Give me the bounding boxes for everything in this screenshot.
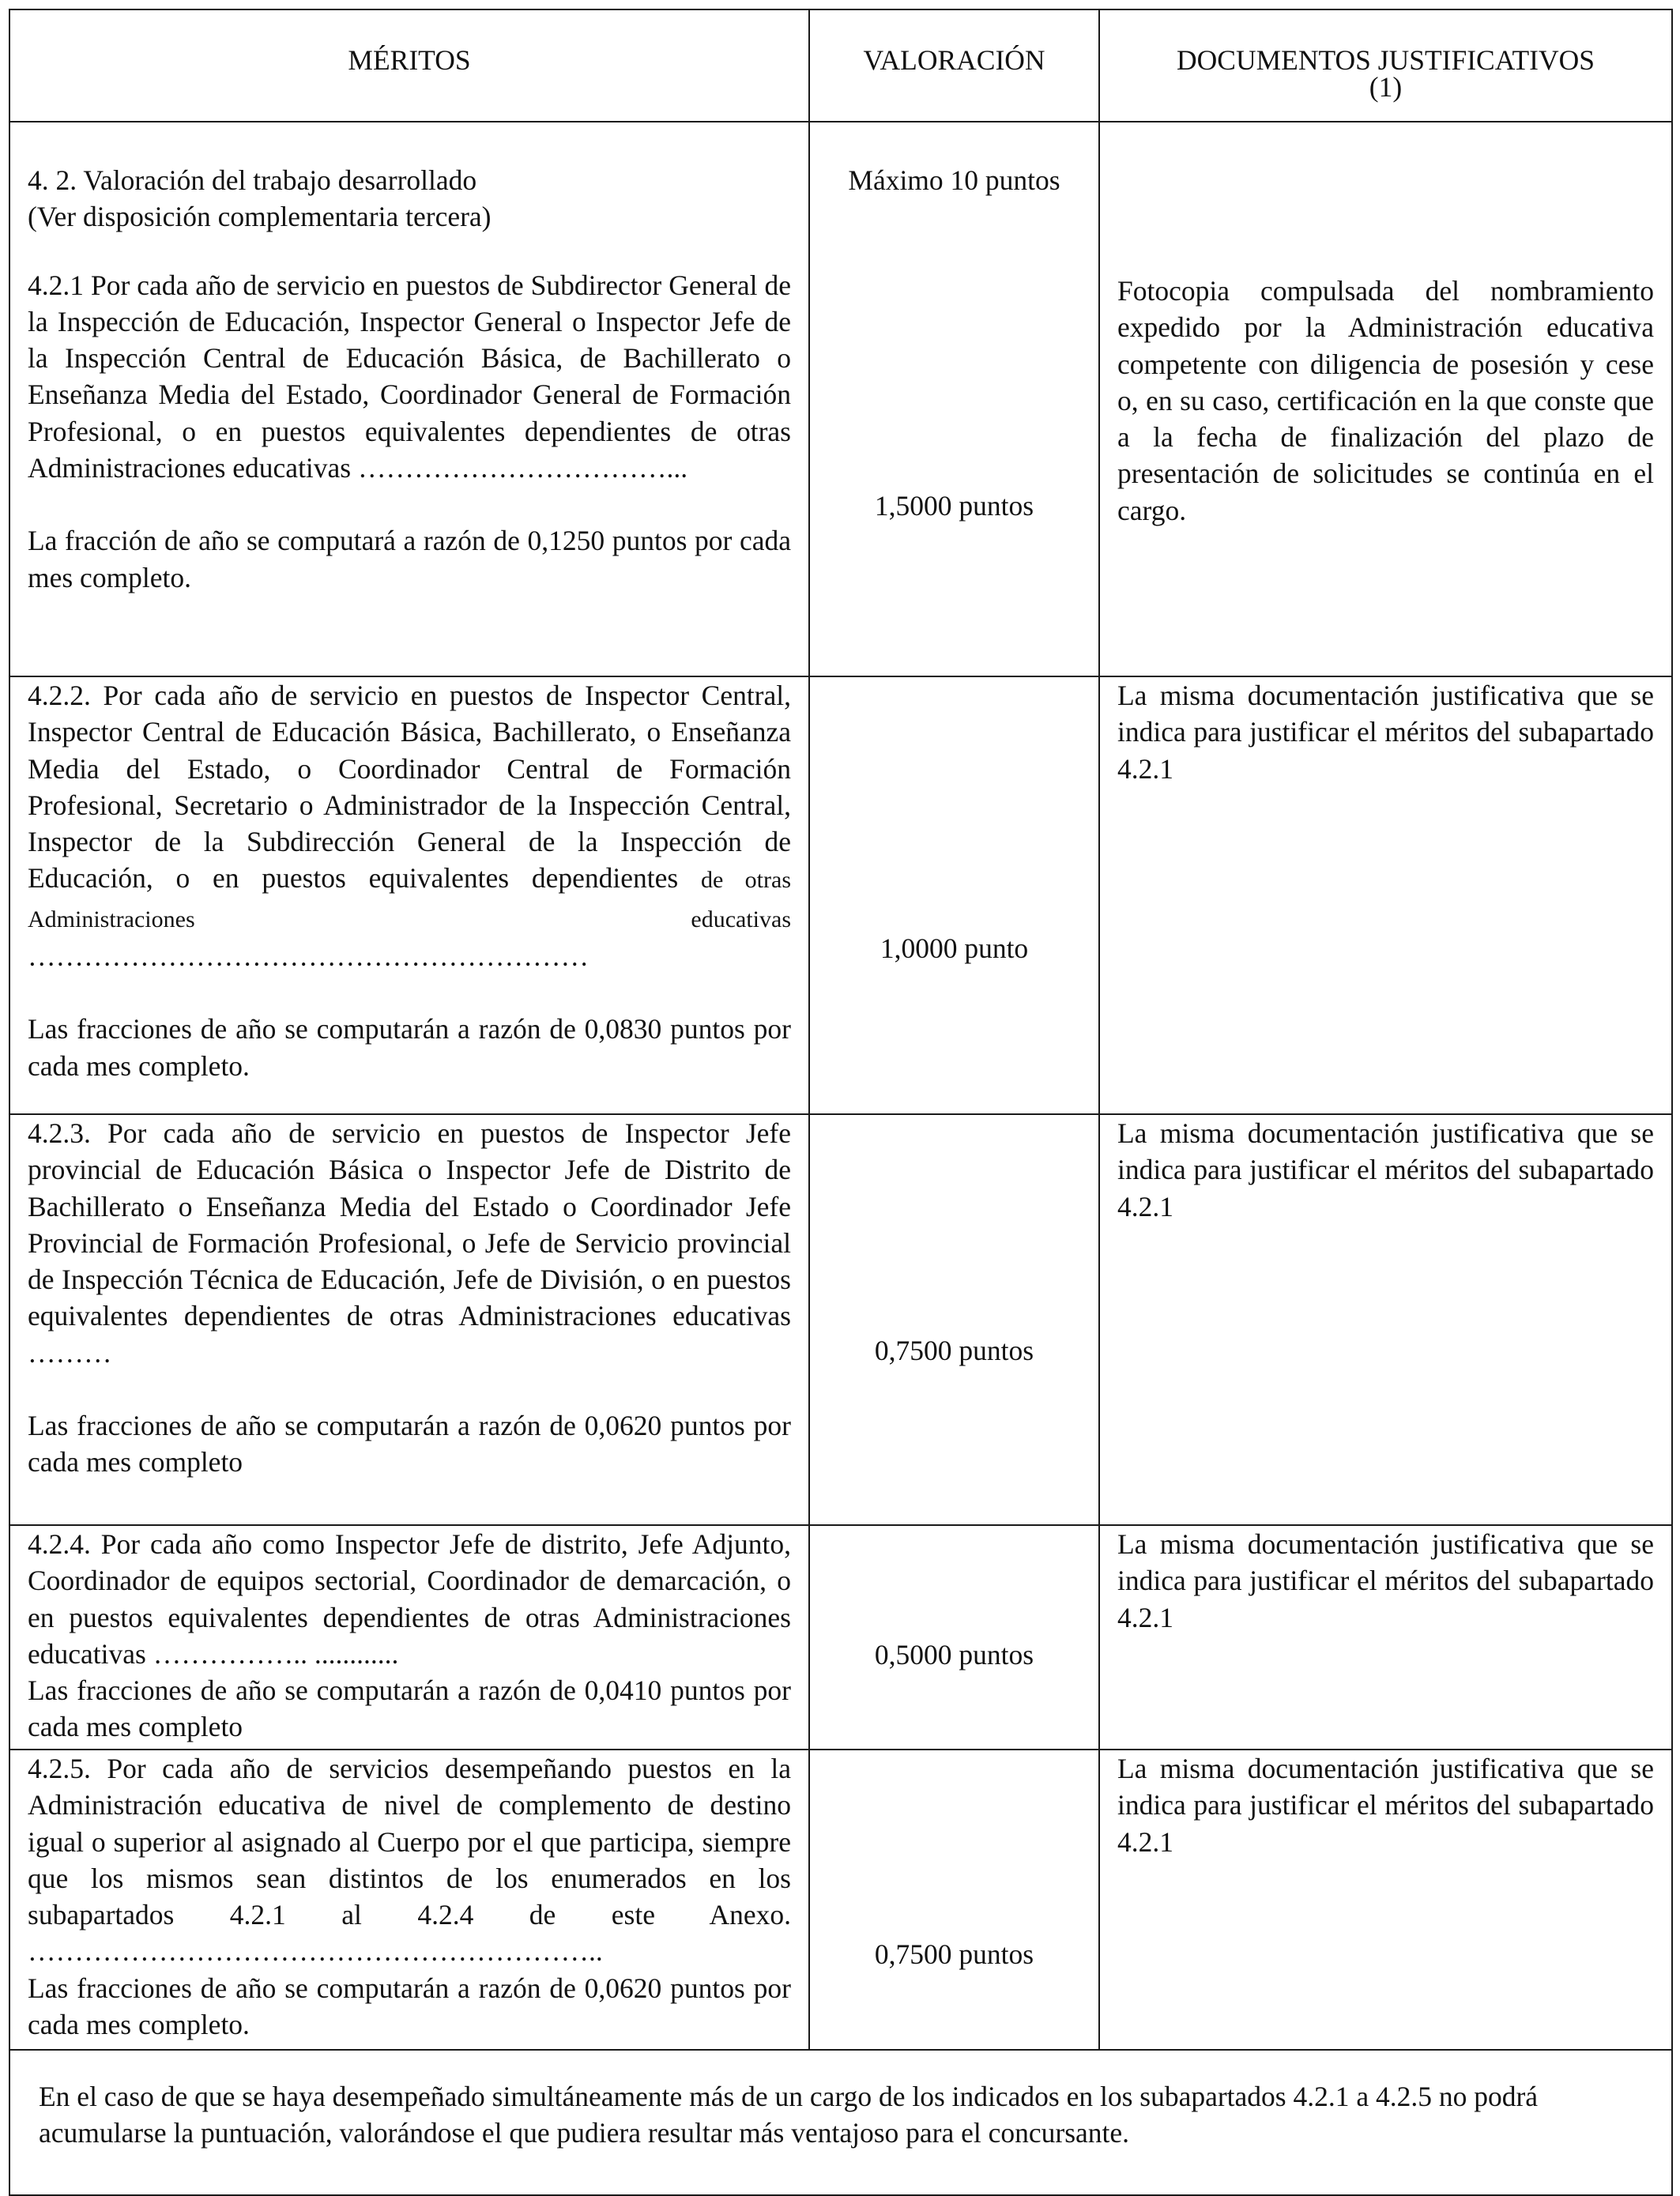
row-4-2-3 (9, 1114, 1672, 1525)
merit-cell-4-2-3 (9, 1114, 809, 1525)
footer-row (9, 2050, 1672, 2195)
doc-text-4-2-2: La misma documentación justificativa que se indica para justificar el méritos del subapartado 4.2.1 (1117, 680, 1654, 785)
header-documentos-label (1100, 10, 1671, 103)
doc-text-4-2-4: La misma documentación justificativa que se indica para justificar el méritos del subapartado 4.2.1 (1117, 1528, 1654, 1633)
value-4-2-4: 0,5000 puntos (874, 1639, 1034, 1671)
merit-cell-4-2-2 (9, 676, 809, 1114)
doc-text-4-2-1: Fotocopia compulsada del nombramiento expedido por la Administración educativa competente con diligencia de posesión y cese o, en su caso, certificación en la que conste que a la fecha de finalización del plazo de presentación de solicitudes se continúa en el cargo. (1117, 275, 1654, 526)
fraction-text-4-2-4: Las fracciones de año se computarán a razón de 0,0410 puntos por cada mes completo (28, 1674, 791, 1743)
doc-cell-4-2-3 (1099, 1114, 1672, 1525)
section-title-line1: 4. 2. Valoración del trabajo desarrollado (28, 164, 477, 196)
doc-text-4-2-3: La misma documentación justificativa que se indica para justificar el méritos del subapartado 4.2.1 (1117, 1117, 1654, 1222)
value-cell-4-2-1 (809, 122, 1099, 676)
merits-table (9, 9, 1673, 2196)
row-4-2-2 (9, 676, 1672, 1114)
row-4-2-5 (9, 1750, 1672, 2050)
header-meritos-label: MÉRITOS (348, 44, 471, 76)
header-valoracion-label: VALORACIÓN (863, 44, 1045, 76)
merit-text-4-2-2-main: 4.2.2. Por cada año de servicio en puestos de Inspector Central, Inspector Central de Educación Básica, Bachillerato, o Enseñanza Media del Estado, o Coordinador Central de Formación Profesional, Secretario o Administrador de la Inspección Central, Inspector de la Subdirección General de la Inspección de Educación, o en puestos equivalentes dependientes (28, 680, 791, 895)
merit-text-4-2-3: 4.2.3. Por cada año de servicio en puestos de Inspector Jefe provincial de Educación Básica o Inspector Jefe de Distrito de Bachillerato o Enseñanza Media del Estado o Coordinador Jefe Provincial de Formación Profesional, o Jefe de Servicio provincial de Inspección Técnica de Educación, Jefe de División, o en puestos equivalentes dependientes de otras Administraciones educativas ……… (28, 1117, 791, 1369)
doc-cell-4-2-1 (1099, 122, 1672, 676)
document-page (9, 9, 1671, 2185)
value-4-2-1: 1,5000 puntos (874, 490, 1034, 522)
value-4-2-3: 0,7500 puntos (874, 1335, 1034, 1366)
value-4-2-2: 1,0000 punto (880, 932, 1029, 964)
section-max-value: Máximo 10 puntos (848, 164, 1060, 196)
fraction-text-4-2-2: Las fracciones de año se computarán a razón de 0,0830 puntos por cada mes completo. (28, 1013, 791, 1082)
footer-cell (9, 2050, 1672, 2195)
merit-text-4-2-2 (28, 677, 791, 974)
value-cell-4-2-5 (809, 1750, 1099, 2050)
fraction-text-4-2-1: La fracción de año se computará a razón de 0,1250 puntos por cada mes completo. (28, 525, 791, 593)
header-row (9, 9, 1672, 122)
doc-cell-4-2-2 (1099, 676, 1672, 1114)
header-valoracion (809, 9, 1099, 122)
header-documentos-line2: (1) (1369, 71, 1403, 103)
merit-text-4-2-2-small: de otras Administraciones educativas (28, 867, 791, 932)
header-documentos (1099, 9, 1672, 122)
footer-note: En el caso de que se haya desempeñado simultáneamente más de un cargo de los indicados en los subapartados 4.2.1 a 4.2.5 no podrá acumularse la puntuación, valorándose el que pudiera resultar más ventajoso para el concursante. (39, 2081, 1539, 2149)
fraction-text-4-2-3: Las fracciones de año se computarán a razón de 0,0620 puntos por cada mes completo (28, 1410, 791, 1478)
value-cell-4-2-3 (809, 1114, 1099, 1525)
merit-text-4-2-2-dots: …………………………………………………… (28, 940, 589, 973)
value-4-2-5: 0,7500 puntos (874, 1938, 1034, 1970)
value-cell-4-2-2 (809, 676, 1099, 1114)
fraction-text-4-2-5: Las fracciones de año se computarán a razón de 0,0620 puntos por cada mes completo. (28, 1972, 791, 2041)
value-cell-4-2-4 (809, 1525, 1099, 1750)
merit-cell-4-2-5 (9, 1750, 809, 2050)
section-title-line2: (Ver disposición complementaria tercera) (28, 201, 492, 233)
doc-text-4-2-5: La misma documentación justificativa que se indica para justificar el méritos del subapartado 4.2.1 (1117, 1753, 1654, 1858)
doc-cell-4-2-5 (1099, 1750, 1672, 2050)
merit-cell-4-2-1 (9, 122, 809, 676)
merit-cell-4-2-4 (9, 1525, 809, 1750)
header-documentos-line1: DOCUMENTOS JUSTIFICATIVOS (1177, 44, 1595, 76)
header-meritos (9, 9, 809, 122)
doc-cell-4-2-4 (1099, 1525, 1672, 1750)
merit-text-4-2-1: 4.2.1 Por cada año de servicio en puestos de Subdirector General de la Inspección de Educación, Inspector General o Inspector Jefe de la Inspección Central de Educación Básica, de Bachillerato o Enseñanza Media del Estado, Coordinador General de Formación Profesional, o en puestos equivalentes dependientes de otras Administraciones educativas ……………………………... (28, 269, 791, 484)
row-4-2-1 (9, 122, 1672, 676)
row-4-2-4 (9, 1525, 1672, 1750)
merit-text-4-2-5: 4.2.5. Por cada año de servicios desempeñando puestos en la Administración educativa de nivel de complemento de destino igual o superior al asignado al Cuerpo por el que participa, siempre que los mismos sean distintos de los enumerados en los subapartados 4.2.1 al 4.2.4 de este Anexo. …………………………………………………….. (28, 1753, 791, 1968)
merit-text-4-2-4: 4.2.4. Por cada año como Inspector Jefe de distrito, Jefe Adjunto, Coordinador de equipos sectorial, Coordinador de demarcación, o en puestos equivalentes dependientes de otras Administraciones educativas …………….. ............ (28, 1528, 791, 1670)
